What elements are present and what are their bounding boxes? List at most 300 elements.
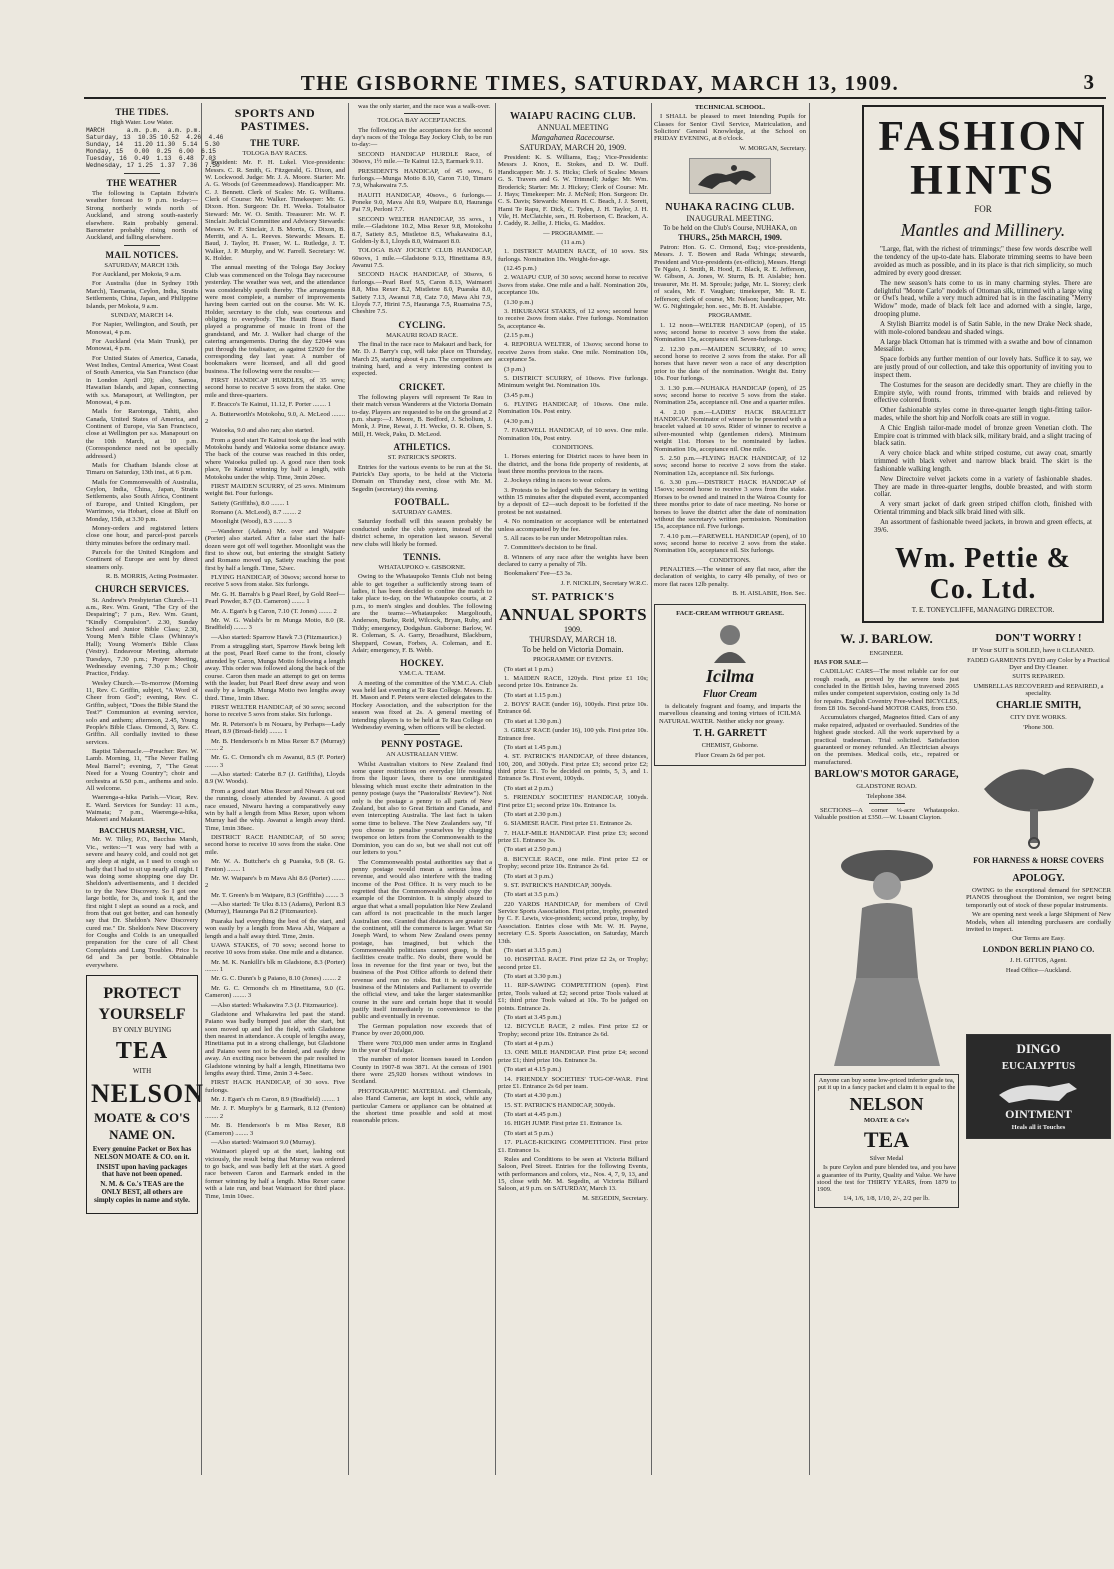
divider <box>1021 869 1057 870</box>
stpat-event: Rules and Conditions to be seen at Victoria Billiard Saloon, Peel Street. Entries for the following Events, with performances and colors, viz., Nos. 4, 7, 9, 13, and 15, close with Mr. M. Segedin, at Victoria Billiard Saloon, at 9 p.m. on SATURDAY, March 13. <box>498 1155 648 1193</box>
condition-item: Bookmakers' Fee—£3 3s. <box>504 570 573 578</box>
tennis-heading: TENNIS. <box>403 551 441 562</box>
tides-row: Tuesday, 16 0.49 1.13 6.48 7.03 <box>86 155 216 163</box>
dingo-ad <box>966 1034 1111 1139</box>
acceptance-para: PRESIDENT'S HANDICAP, of 45 sovs., 6 furlongs.—Munga Motio 8.10, Caron 7.10, Timaru 7.9, Whakawaira 7.5. <box>352 167 492 190</box>
tides-header: High Water. Low Water. <box>110 119 174 127</box>
bacchus-heading: BACCHUS MARSH, VIC. <box>99 825 185 835</box>
hockey-sub: Y.M.C.A. TEAM. <box>398 670 446 678</box>
stpat-event: (To start at 4.45 p.m.) <box>504 1111 562 1119</box>
programme-item: (2.15 p.m.) <box>504 332 534 340</box>
mail-para: For Auckland, per Mokoia, 9 a.m. <box>92 271 182 279</box>
stpat-event: 6. SIAMESE RACE. First prize £1. Entrance 2s. <box>504 820 633 828</box>
stpat-event: (To start at 3 p.m.) <box>504 872 553 880</box>
stpat-event: 17. PLACE-KICKING COMPETITION. First prize £1. Entrance 1s. <box>498 1139 648 1154</box>
race-report-para: Mr. W. Waipare's b m Mava Ahi 8.6 (Porter) ........ 2 <box>205 874 345 890</box>
barlow-sale: HAS FOR SALE— <box>814 658 868 666</box>
race-report-para: —Also started: Waimaori 9.0 (Murray). <box>211 1138 316 1146</box>
stpat-event: 2. BOYS' RACE (under 16), 100yds. First prize 10s. Entrance 6d. <box>498 701 648 716</box>
stpat-title: ANNUAL SPORTS <box>498 605 648 625</box>
ad-line: PROTECT <box>103 984 181 1002</box>
ad-para: Every genuine Packet or Box has NELSON MOATE & CO. on it. <box>92 1144 192 1161</box>
right-ads <box>966 629 1111 1138</box>
fashion-para: The Costumes for the season are decidedly smart. They are chiefly in the Empire style, with round fronts, trimmed with braids and relieved by effective colored fronts. <box>874 380 1092 405</box>
lady-portrait-icon <box>708 619 752 663</box>
mail-signature: R. B. MORRIS, Acting Postmaster. <box>105 573 198 581</box>
race-report-para: Mr. A. Egan's b g Caron, 7.10 (T. Jones) ........ 2 <box>211 607 337 615</box>
tea-ad-bottom: Is pure Ceylon and pure blended tea, and you have a guarantee of its Purity, Quality and Value. We have stood the test for THIRTY YEARS, from 1879 to 1909. <box>817 1164 956 1194</box>
ad-line: NAME ON. <box>109 1127 175 1143</box>
stpat-event: 3. GIRLS' RACE (under 16), 100 yds. First prize 10s. Entrance free. <box>498 727 648 742</box>
race-report-para: Gladstone and Whakawira led past the stand. Paiano was badly bumped just after the start, but soon moved up and led the field, with Gladstone then nearest in attendance. A couple of lengths away, Hinetitama put in a strong challenge, but Gladstone and Paiano were not to be denied, and easily drew away. An exciting race between the pair resulted in Gladstone winning by half a length, Hinetitama two lengths away third. Time, 2min 3 4-5sec. <box>205 1010 345 1077</box>
race-report-end: was the only starter, and the race was a walk-over. <box>358 103 491 110</box>
race-report-para: Mr. B. Henderson's b m Miss Rexer, 8.8 (Cameron) ........ 3 <box>205 1122 345 1137</box>
berlin-name: LONDON BERLIN PIANO CO. <box>982 944 1095 954</box>
nuhaka-event: 4. 2.10 p.m.—LADIES' HACK BRACELET HANDICAP. Nominator of winner to be presented with a bracelet valued at 10 sovs. Rider of winner to receive a silver-mounted whip (gentlemen riders). Minimum weight 11st. Horses to be nominated by ladies. Nomination 10s, acceptance nil. One mile. <box>654 408 806 453</box>
apology-text: OWING to the exceptional demand for SPENCER PIANOS throughout the Dominion, we regret being temporarily out of stock of these popular instruments. <box>966 887 1111 909</box>
worry-line: SUITS REPAIRED. <box>1012 673 1065 681</box>
divider <box>404 113 440 114</box>
church-heading: CHURCH SERVICES. <box>95 584 189 595</box>
stpat-event: (To start at 1.15 p.m.) <box>504 691 562 699</box>
penny-para: The number of motor licenses issued in London County in 1907-8 was 3871. At the census of 1901 there were 25,920 horses without windows in Scotland. <box>352 1056 492 1086</box>
mail-heading: MAIL NOTICES. <box>105 249 179 260</box>
football-heading: FOOTBALL. <box>394 497 450 508</box>
football-sub: SATURDAY GAMES. <box>392 509 452 517</box>
programme-item: (12.45 p.m.) <box>504 265 537 273</box>
stpat-event: 10. HOSPITAL RACE. First prize £2 2s, or Trophy; second prize £1. <box>498 956 648 971</box>
tech-heading: TECHNICAL SCHOOL. <box>694 104 766 111</box>
programme-item: (3.45 p.m.) <box>504 391 534 399</box>
nuhaka-event: 5. 2.50 p.m.—FLYING HACK HANDICAP, of 12 sovs; second horse to receive 2 sovs from the stake. Nomination 12s, acceptance nil. Six furlongs. <box>654 454 806 477</box>
race-report-para: The annual meeting of the Tologa Bay Jockey Club was commenced on the Tologa Bay racecourse yesterday. The weather was wet, and the attendance was considerably spoilt thereby. The arrangements were most complete, a number of improvements having been carried out on the course. Mr. W. K. Holder, secretary to the club, was courteous and obliging to everybody. The Hauiti Brass Band played a programme of music in front of the grandstand, and Mr. J. Walker had charge of the catering arrangements. During the day £2044 was put through the totalisator, as against £2920 for the corresponding day last year. A number of bookmakers were licensed, and all did good business. The following were the results:— <box>205 264 345 375</box>
divider <box>124 173 160 174</box>
race-report-para: Mr. G. C. Dunn's b g Paiano, 8.10 (Jones) ........ 2 <box>211 975 341 983</box>
race-report-para: A. Butterworth's Motokohu, 9.0, A. McLeod ........ 2 <box>205 410 345 425</box>
stpat-event: (To start at 4.15 p.m.) <box>504 1066 562 1074</box>
cycling-heading: CYCLING. <box>398 319 446 330</box>
programme-item: (4.30 p.m.) <box>504 417 534 425</box>
waiapu-sub: Mangahanea Racecourse. <box>531 133 615 143</box>
fashion-paras <box>874 246 1092 534</box>
stpat-event: 11. RIP-SAWING COMPETITION (open). First prize, Tools valued at £2; second prize Tools valued at £1; third prize Tools valued at 10s. To be judged on points. Entrance 2s. <box>498 982 648 1012</box>
worry-text: IF Your SUIT is SOILED, have it CLEANED. <box>972 647 1095 655</box>
tech-text: I SHALL be pleased to meet Intending Pupils for Classes for Senior Civil Service, Matriculation, and Solicitors' General Knowledge, at the School on FRIDAY EVENING, at 8 o'clock. <box>654 113 806 143</box>
penny-heading: PENNY POSTAGE. <box>381 739 463 750</box>
tides-row: Saturday, 13 10.35 10.52 4.26 4.46 <box>86 134 224 142</box>
acceptance-para: HAUITI HANDICAP, 40sovs., 6 furlongs.—Poneke 9.0, Mava Ahi 8.9, Waipare 8.0, Hauranga Pai 7.9, Perloni 7.7. <box>352 191 492 214</box>
tides-row: MARCH a.m. p.m. a.m. p.m. <box>86 127 202 135</box>
tea-ad-brand: NELSON <box>849 1094 924 1115</box>
chemist-name: T. H. GARRETT <box>693 728 767 740</box>
nelson-tea-ad <box>814 1074 959 1208</box>
mail-para: Mails for Rarotonga, Tahiti, also Canada, United States of America, and Continent of Europe, via San Francisco, close at Wellington per s.s. Manapouri on the 10th March, at 10 p.m. (Correspondence need not be specially addressed.) <box>86 408 198 460</box>
programme-item: (1.30 p.m.) <box>504 298 534 306</box>
left-ads <box>814 629 959 1208</box>
stpat-event: (To start at 2.50 p.m.) <box>504 846 562 854</box>
church-para: Waerenga-a-hika Parish.—Vicar, Rev. E. Ward. Services for Sunday: 11 a.m., Waimata; 7 p.m., Waerenga-a-hika, Makeeri and Makauri. <box>86 794 198 824</box>
smith-works: CITY DYE WORKS. <box>1010 714 1067 722</box>
stpat-place: To be held on Victoria Domain. <box>522 645 624 655</box>
race-report-para: Puaraka had everything the best of the start, and won easily by a length from Mava Ahi, Waipare a length and a half away third. Time, 2min. <box>205 917 345 940</box>
fashion-para: An assortment of fashionable tweed jackets, in brown and green effects, at 39/6. <box>874 517 1092 534</box>
stpat-signature: M. SEGEDIN, Secretary. <box>582 1194 648 1202</box>
worry-heading: DON'T WORRY ! <box>995 632 1082 645</box>
waiapu-officials: President: K. S. Williams, Esq.; Vice-Presidents: Messrs J. Knox, E. Stokes, and D. W. Duff. Handicapper: Mr. J. S. Hicks; Clerk of Scales: Messrs G. S. Travers and G. W. Trimnell; Judge: Mr. Wm. Broderick; Starter: Mr. J. Hickey; Clerk of Course: Mr. J. Hays; Timekeeper: Mr. J. McNeil; Hon. Surgeon: Dr. C. S. Davis; Stewards: Messrs H. C. Beach, J. J. Sorett, Hami Te Rapu, F. Dick, C. Tyden, J. H. Taylor, J. H. Vile, H. McClatchie, sen., H. Robertson, C. Bracken, A. J. Caddy, R. Jellie, J. Hicks, G. Maddox. <box>498 154 648 228</box>
page-number: 3 <box>1083 70 1094 94</box>
condition-item: 5. All races to be run under Metropolitan rules. <box>504 534 628 542</box>
stpat-year: 1909. <box>564 625 582 635</box>
race-report-para: From a good start Miss Rexer and Niwaru cut out the running, closely attended by Awanui. A good race ensued, Niwaru having a comparatively easy win by half a length from Miss Rexer, upon whom Murray had the whip. Awanui a length away third. Time, 1min 38sec. <box>205 787 345 832</box>
stpat-event: 12. BICYCLE RACE, 2 miles. First prize £2 or Trophy; second prize 10s. Entrance 2s 6d. <box>498 1023 648 1038</box>
stpat-prog: PROGRAMME OF EVENTS. <box>533 656 613 664</box>
sections-ad: SECTIONS—A corner ¼-acre Whataupoko. Valuable position at £350.—W. Lissant Clayton. <box>814 806 959 822</box>
programme-item: 3. HIKURANGI STAKES, of 12 sovs; second horse to receive 2sovs from stake. Five furlongs. Nomination 5s, acceptance 4s. <box>498 307 648 330</box>
hockey-heading: HOCKEY. <box>400 658 444 669</box>
nuhaka-officials: Patron: Hon. G. C. Ormond, Esq.; vice-presidents, Messrs. J. T. Bowen and Rada Whinga; stewards, President and Vice-presidents (ex-officio), Messrs. Hengi Te Ngaio, J. Smith, R. Hood, E. Black, R. E. Jefferson, W. Gibson, A. Jones, W. Sturm, B. H. Aislabie; hon. treasurer, Mr. H. M. Sproule; judge, Mr. L. Storey; clerk of scales, Mr. F. Vaughan; timekeeper, Mr. R. E. Jefferson; clerk of course, Mr. Nelson; handicapper, Mr. W. G. Nightingale; hon. sec., Mr. B. H. Aislabie. <box>654 243 806 310</box>
divider <box>869 803 905 804</box>
nuhaka-prog: PROGRAMME. <box>708 312 752 320</box>
race-report-para: F. Bracco's Te Kainui, 11.12, F. Porter ........ 1 <box>211 401 331 409</box>
race-report-para: Satiety (Griffiths), 8.0 ........ 1 <box>211 499 290 507</box>
cricket-text: The following players will represent Te Rau in their match versus Wanderers at the Victoria Domain to-day. Players are requested to be on the ground at 2 p.m. sharp:—J. Moore, B. Bedford, J. Scholium, J. Monk, J. Pine, Rewai, J. H. Wecke, O. R. Olsen, S. Mill, H. Weck, Paku, D. McLeod. <box>352 393 493 438</box>
fashion-para: Space forbids any further mention of our lovely hats. Suffice it to say, we are justly proud of our collection, and take this opportunity of inviting you to inspect them. <box>874 355 1092 379</box>
stpat-event: (To start at 3.5 p.m.) <box>504 891 558 899</box>
cycling-sub: MAKAURI ROAD RACE. <box>386 331 458 339</box>
column-5 <box>654 103 806 1475</box>
weather-text: The following is Captain Edwin's weather forecast to 9 p.m. to-day:—Strong northerly winds north of Auckland, and strong south-easterly elsewhere. Rain probably general. Barometer probably rising north of Auckland, and falling elsewhere. <box>86 190 198 242</box>
conditions-heading: CONDITIONS. <box>552 443 594 451</box>
programme-item: 4. REPORUA WELTER, of 13sovs; second horse to receive 2sovs from stake. One mile. Nomination 10s, acceptance 5s. <box>498 341 648 364</box>
mail-para: Parcels for the United Kingdom and Continent of Europe are sent by direct steamers only. <box>86 549 198 571</box>
saddle-illustration <box>974 739 1104 849</box>
programme-item: 2. WAIAPU CUP, of 30 sovs; second horse to receive 3sovs from stake. One mile and a half. Nomination 20s, acceptance 10s. <box>498 274 648 297</box>
nuhaka-event: 7. 4.10 p.m.—FAREWELL HANDICAP (open), of 10 sovs; second horse to receive 2 sovs from the stake. Nomination 10s, acceptance nil. Six furlongs. <box>654 532 806 555</box>
tennis-text: Owing to the Whataupoko Tennis Club not being able to get together a sufficiently strong team of ladies, it has been decided to confine the match to take place to-day, on the Whataupoko courts, at 2 p.m., to men's singles and doubles. The following are the teams:—Whataupoko: Margoliouth, Anderson, Burke, Reid, Wilcock, Bryan, Ruby, and Tiddy; emergency, Dodgshun. Gisborne: Barlow, W. R. Coleman, S. A. Garry, Broadhurst, Blackburn, Sheppard, Cowan, Forbes, A. Coleman, and E. Adair; emergency, F. B. Webb. <box>352 573 492 654</box>
stpat-event: 13. ONE MILE HANDICAP. First prize £4; second prize £1; third prize 10s. Entrance 3s. <box>498 1049 648 1064</box>
tennis-sub: WHATAUPOKO v. GISBORNE. <box>378 563 466 571</box>
race-report-para: Mr. J. F. Murphy's br g Earmark, 8.12 (Fenton) ........ 2 <box>205 1105 345 1120</box>
stpat-event: 7. HALF-MILE HANDICAP. First prize £3; second prize £1. Entrance 3s. <box>498 829 648 845</box>
programme-item: 1. DISTRICT MAIDEN RACE, of 10 sovs. Six furlongs. Nomination 10s. Weight-for-age. <box>498 248 648 263</box>
athletics-sub: ST. PATRICK'S SPORTS. <box>387 454 457 462</box>
masthead-rule <box>84 97 1106 99</box>
dingo-icon <box>989 1075 1089 1105</box>
programme-item: (3 p.m.) <box>504 365 526 373</box>
smith-name: CHARLIE SMITH, <box>995 700 1081 712</box>
dingo-line: OINTMENT <box>1005 1106 1072 1121</box>
race-report-para: FIRST MAIDEN SCURRY, of 25 sovs. Minimum weight 8st. Four furlongs. <box>205 482 345 498</box>
tech-signature: W. MORGAN, Secretary. <box>739 144 806 152</box>
stpat-event: 1. MAIDEN RACE, 120yds. First prize £1 10s; second prize 10s. Entrance 2s. <box>498 674 648 690</box>
apology-text2: We are opening next week a large Shipment of New Models, when all intending purchasers are cordially invited to inspect. <box>966 911 1111 933</box>
fashion-para: A large black Ottoman hat is trimmed with a swathe and bow of cinnamon Messaline. <box>874 337 1092 354</box>
berlin-agent: J. H. GITTOS, Agent. <box>1009 957 1068 965</box>
mail-para: For United States of America, Canada, West Indies, Central America, West Coast of South America, via San Francisco (due in London April 20); also, Samoa, Hawaiian Islands, and Japan, connecting with s.s. Manapouri, at Wellington, per Monowai, 4 p.m. <box>86 354 198 406</box>
column-divider <box>495 103 496 1475</box>
programme-time: (11 a.m.) <box>561 239 585 247</box>
mail-para: Mails for Commonwealth of Australia, Ceylon, India, China, Japan, Straits Settlements, also South Africa, Continent of Europe, and United Kingdom, per Warrimoo, via Hobart, close at Bluff on Monday, 15th, at 3.30 p.m. <box>86 478 198 523</box>
stpat-event: 15. ST. PATRICK'S HANDICAP, 300yds. <box>504 1101 616 1109</box>
divider <box>404 734 440 735</box>
chemist-price: Fluor Cream 2s 6d per pot. <box>694 751 766 759</box>
ad-para: INSIST upon having packages that have not been opened. <box>96 1162 188 1179</box>
column-divider <box>809 103 810 1475</box>
nuhaka-event: 1. 12 noon—WELTER HANDICAP (open), of 15 sovs; second horse to receive 3 sovs from the stake. Nomination 15s, acceptance nil. Seven-furlongs. <box>654 321 806 344</box>
garage-name: BARLOW'S MOTOR GARAGE, <box>814 769 959 781</box>
church-para: Baptist Tabernacle.—Preacher: Rev. W. Lamb. Morning, 11, "The Never Failing Meal Barrel"; evening, 7, "The Great Need for a Young Country"; choir and orchestra at 6.50 p.m., anthems and solo. All welcome. <box>86 748 198 792</box>
apology-heading: APOLOGY. <box>1012 872 1065 884</box>
protect-tea-ad <box>86 975 204 1214</box>
tea-ad-tea: TEA <box>863 1126 910 1152</box>
stpat-event: (To start at 2.30 p.m.) <box>504 810 562 818</box>
stpat-event: (To start at 1.45 p.m.) <box>504 743 562 751</box>
tides-row: Wednesday, 17 1.25 1.37 7.36 7.50 <box>86 162 220 170</box>
harness-ad: FOR HARNESS & HORSE COVERS <box>973 855 1104 865</box>
church-para: Wesley Church.—To-morrow (Morning 11, Rev. C. Griffin, subject, "A Word of Cheer from God"; evening, Rev. C. Griffin, subject, "Does the Bible Stand the Test?" Communion at evening service, solo and anthem; afternoon, 2.45, Young People's Bible Class. Ormond, 3, Rev. C. Griffin. All cordially invited to these services. <box>86 679 198 746</box>
race-report-para: FIRST WELTER HANDICAP, of 30 sovs; second horse to receive 5 sovs from stake. Six furlongs. <box>205 704 345 719</box>
nuhaka-date: THURS., 25th MARCH, 1909. <box>678 233 782 242</box>
stpat-event: (To start at 1 p.m.) <box>504 665 553 673</box>
penny-para: There were 703,000 men under arms in England in the year of Trafalgar. <box>352 1039 492 1054</box>
acceptance-para: SECOND HANDICAP HURDLE Race, of 30sovs, 1½ mile.—Te Kainui 12.3, Earmark 9.11. <box>352 150 492 166</box>
mail-para: Mails for Chatham Islands close at Timaru on Saturday, 13th inst., at 6 p.m. <box>86 461 198 477</box>
race-report-para: From a good start Te Kainui took up the lead with Motokohu handy and Waioeka some distance away. The back of the course was reached in this order, where Waioeka pulled up. A good race then took place, Te Kainui winning by half a length, with Motokohu under the whip. Time, 3min 20sec. <box>205 436 345 481</box>
race-report-para: Mr. G. C. Ormond's ch m Awanui, 8.5 (F. Porter) ........ 3 <box>205 754 345 769</box>
stpat-event: (To start at 3.45 p.m.) <box>504 1013 562 1021</box>
ad-line: NELSON <box>91 1078 204 1108</box>
penny-para: The German population now exceeds that of France by over 20,000,000. <box>352 1022 492 1038</box>
garage-address: GLADSTONE ROAD. <box>856 783 917 791</box>
race-report-para: Romano (A. McLeod), 8.7 ........ 2 <box>211 509 302 517</box>
stpat-heading: ST. PATRICK'S <box>531 591 615 604</box>
ad-line: BY ONLY BUYING <box>112 1025 172 1034</box>
condition-item: 3. Protests to be lodged with the Secretary in writing within 15 minutes after the disputed event, accompanied by a deposit of £2—such deposit to be forfeited if the protest be not sustained. <box>498 486 648 516</box>
condition-item: 8. Winners of any race after the weights have been declared to carry a penalty of 7lb. <box>498 553 648 569</box>
mail-para: For Auckland (via Main Trunk), per Monowai, 4 p.m. <box>86 337 198 353</box>
programme-heading: — PROGRAMME. — <box>543 229 603 237</box>
tea-ad-top: Anyone can buy some low-priced inferior grade tea, put it up in a fancy packet and claim it is equal to the <box>817 1076 956 1091</box>
chemist-line: CHEMIST, Gisborne. <box>701 742 759 750</box>
ad-line: MOATE & CO'S <box>94 1109 190 1125</box>
mail-para: SUNDAY, MARCH 14. <box>110 311 174 319</box>
pettie-director: T. E. TONEYCLIFFE, MANAGING DIRECTOR. <box>911 606 1055 615</box>
tologa-heading: TOLOGA BAY RACES. <box>242 149 308 157</box>
stpat-event: (To start at 2 p.m.) <box>504 784 553 792</box>
icilma-ad <box>654 604 806 766</box>
cycling-text: The final in the race race to Makauri and back, for Mr. D. J. Barry's cup, will take place on Thursday, March 25, starting about 4 p.m. The competitors are training hard, and a very interesting contest is expected. <box>352 340 492 378</box>
lady-figure-illustration <box>822 828 952 1068</box>
waiapu-date: SATURDAY, MARCH 20, 1909. <box>519 143 627 153</box>
fashion-for: FOR <box>974 204 992 215</box>
fashion-para: New Directoire velvet jackets come in a variety of fashionable shades. They are made in three-quarter lengths, double breasted, and with storm collar. <box>874 474 1092 499</box>
column-4 <box>498 103 648 1475</box>
column-1 <box>86 103 224 1475</box>
photo-ad: PHOTOGRAPHIC MATERIAL and Chemicals, also Hand Cameras, are kept in stock, while any particular Camera or appliance can be obtained at the shortest time possible and sold at most reasonable prices. <box>352 1087 492 1125</box>
football-text: Saturday football will this season probably be conducted under the club system, instead of the district scheme, in operation last season. Several new clubs will likely be formed. <box>352 518 492 548</box>
programme-list <box>498 248 648 442</box>
fashion-title: FASHION <box>878 114 1088 160</box>
race-report-para: FIRST HANDICAP HURDLES, of 35 sovs; second horse to receive 5 sovs from the stake. One mile and three-quarters. <box>205 377 345 399</box>
stpat-event: (To start at 4 p.m.) <box>504 1040 553 1048</box>
ad-line: TEA <box>115 1037 169 1064</box>
programme-item: 5. DISTRICT SCURRY, of 10sovs. Five furlongs. Minimum weight 9st. Nomination 10s. <box>498 374 648 390</box>
fashion-sub: Mantles and Millinery. <box>900 220 1066 241</box>
bacchus-text: Mr. W. Tilley, P.O., Bacchus Marsh, Vic., writes:—"I was very bad with a severe and heavy cold, and could not get any sleep at night, as I used to cough so badly that I had to sit up nearly all night. I was doing some shopping one day Dr. Sheldon's advertisements, and I decided to try the New Discovery. So I got one large bottle, for 3s, and took it, and the first night I slept as sound as a rock, and from that out got better, and can honestly say that Dr. Sheldon's New Discovery cured me." Dr. Sheldon's New Discovery for Coughs and Colds is an unequalled preparation for the cure of all Chest Complaints and Lung Troubles. Price 1s 6d and 3s per bottle. Obtainable everywhere. <box>86 836 198 969</box>
stpat-events <box>498 666 648 1193</box>
condition-item: 7. Committee's decision to be final. <box>504 544 598 552</box>
fashion-para: A very choice black and white striped costume, cut away coat, smartly trimmed with black velvet and narrow black braid. The skirt is the fashionable walking length. <box>874 449 1092 473</box>
waiapu-sub: ANNUAL MEETING <box>537 123 609 133</box>
race-report-para: —Also started: Te Uku 8.13 (Adams), Perloni 8.3 (Murray), Hauranga Pai 8.2 (Fitzmaurice). <box>205 901 345 916</box>
barlow-name: W. J. BARLOW. <box>840 631 933 647</box>
fashion-ad <box>862 105 1104 623</box>
nuhaka-intro: To be held on the Club's Course, NUHAKA, on <box>663 224 797 233</box>
race-report-para: Mr. W. G. Walsh's br m Munga Motio, 8.0 (R. Bradfield) ........ 3 <box>205 616 345 632</box>
race-report-para: Waimaori played up at the start, lashing out viciously, the result being that Murray was ordered to go back, and was badly left at the start. A good race between Caron and Earmark ended in the former winning by half a length. Miss Rexer came with a late run, and beat Waimaori for third place. Time, 1min 10sec. <box>205 1148 345 1200</box>
turf-heading: THE TURF. <box>250 137 300 148</box>
nuhaka-event: 3. 1.30 p.m.—NUHAKA HANDICAP (open), of 25 sovs; second horse to receive 5 sovs from the stake. Nomination 25s, acceptance nil. One and a quarter miles. <box>654 384 806 407</box>
acceptance-para: TOLOGA BAY JOCKEY CLUB HANDICAP, 60sovs, 1 mile.—Gladstone 9.13, Hinetitama 8.9, Awanui 7.5. <box>352 247 492 270</box>
race-report-para: Mr. B. Henderson's b m Miss Rexer 8.7 (Murray) ........ 2 <box>205 737 345 752</box>
nuhaka-event: 6. 3.30 p.m.—DISTRICT HACK HANDICAP of 15sovs; second horse to receive 3 sovs from the stake. Horses to be owned and trained in the Wairoa County for three months prior to date of race meeting. No horse or horses to leave the district after the date of nomination without the secretary's written permission. Nomination 15s, acceptance nil. Five furlongs. <box>654 479 806 531</box>
race-report-para: FLYING HANDICAP, of 30sovs; second horse to receive 5 sovs from stake. Six furlongs. <box>205 574 345 589</box>
race-report-para: From a struggling start, Sparrow Hawk being left at the post, Pearl Reef came to the front, closely attended by Caron, Munga Motio following a length away. This order was followed along the back of the course. Caron then made an attempt to get on terms with the leader, but Pearl Reef drew away and won easily by a length. Munga Motio two lengths away third. Time, 1min 18sec. <box>205 643 345 702</box>
stpat-event: 5. FRIENDLY SOCIETIES' HANDICAP, 100yds. First prize £1; second prize 10s. Entrance 1s. <box>498 794 648 809</box>
race-report-para: Mr. G. H. Barrah's b g Pearl Reef, by Gold Reef—Pearl Powder, 8.7 (D. Cameron) ........ 1 <box>205 590 345 606</box>
ad-line: WITH <box>132 1066 152 1075</box>
stpat-event: (To start at 1.30 p.m.) <box>504 717 562 725</box>
fashion-para: A Stylish Biarritz model is of Satin Sable, in the new Drake Neck shade, with mole-colored bandeau and shaded wings. <box>874 319 1092 336</box>
nuhaka-signature: B. H. AISLABIE, Hon. Sec. <box>732 590 806 598</box>
apology-terms: Our Terms are Easy. <box>1012 935 1065 943</box>
stpat-event: (To start at 4.30 p.m.) <box>504 1092 562 1100</box>
mail-para: For Australia (due in Sydney 19th March), Tasmania, Ceylon, India, Straits Settlements, China, Japan, and Philippine Islands, per Mokoia, 9 a.m. <box>86 280 198 310</box>
column-divider <box>651 103 652 1475</box>
dingo-line: DINGO <box>1016 1041 1061 1056</box>
fashion-para: The new season's hats come to us in many charming styles. There are delightful "Monte Carlo" models of Ottoman silk, trimmed with a large wing or Owl's head, while a very much admired hat is in the fascinating "Merry Widow" mode, made of black felt lace and adorned with a single, large, drooping plume. <box>874 278 1092 319</box>
race-report-para: Mr. J. Egan's ch m Caron, 8.9 (Bradfield) ........ 1 <box>211 1096 340 1104</box>
icilma-text: is delicately fragrant and foamy, and imparts the marvellous cleansing and toning virtues of ICILMA NATURAL WATER. Neither sticky nor greasy. <box>659 703 801 725</box>
column-divider <box>201 103 202 1475</box>
column-2 <box>205 103 345 1475</box>
penny-sub: AN AUSTRALIAN VIEW. <box>386 751 458 759</box>
ad-line: YOURSELF <box>98 1005 186 1023</box>
horse-racing-icon <box>689 158 771 194</box>
column-3 <box>352 103 492 1475</box>
divider <box>124 245 160 246</box>
weather-heading: THE WEATHER <box>106 177 178 188</box>
icilma-sub: Fluor Cream <box>702 688 758 700</box>
icilma-name: Icilma <box>706 665 754 686</box>
race-report-para: Mr. R. Peterson's b m Nouaru, by Perhaps—Lady Heart, 8.9 (Broad-field) ........ 1 <box>205 720 345 736</box>
masthead <box>80 70 1110 96</box>
race-report <box>205 159 345 1200</box>
fashion-para: "Large, flat, with the richest of trimmings;" these few words describe well the tendency of the up-to-date hats. Elaborate trimming seems to have been avoided as much as possible, and in its place is that rich simplicity, so much admired by every good dresser. <box>874 245 1092 277</box>
fashion-para: A Chic English tailor-made model of bronze green Venetian cloth. The Empire coat is trimmed with black silk, military braid, and a slight tracing of black satin. <box>874 423 1092 448</box>
race-report-para: Mr. G. C. Ormond's ch m Hinetitama, 9.0 (G. Cameron) ........ 3 <box>205 984 345 1000</box>
tea-ad-silver: Silver Medal <box>869 1155 904 1163</box>
barlow-trade: ENGINEER. <box>869 649 904 657</box>
nuhaka-sub: INAUGURAL MEETING. <box>686 214 774 224</box>
acceptances-list <box>352 127 492 316</box>
worry-line: FADED GARMENTS DYED any Color by a Practical Dyer and Dry Cleaner. <box>967 656 1110 672</box>
nuhaka-conditions-heading: CONDITIONS. <box>709 556 751 564</box>
acceptance-para: SECOND HACK HANDICAP, of 30sovs, 6 furlongs.—Pearl Reef 9.5, Caron 8.13, Waimaori 8.8, Miss Rexer 8.2, Mistletoe 8.0, Puaraka 8.0, Satiety 7.13, Awanui 7.8, Catz 7.0, Mava Ahi 7.9, Lloyds 7.7, Hirini 7.5, Hauranga 7.5, Ruamaina 7.5, Cheshire 7.5. <box>352 271 492 316</box>
condition-item: 1. Horses entering for District races to have been in the district, and the bona fide property of residents, at least three months previous to the races. <box>498 453 648 475</box>
athletics-heading: ATHLETICS. <box>393 442 451 453</box>
stpat-event: (To start at 3.30 p.m.) <box>504 973 562 981</box>
mail-para: SATURDAY, MARCH 13th. <box>104 261 180 269</box>
garage-telephone: Telephone 384. <box>866 792 907 800</box>
nuhaka-events <box>654 322 806 555</box>
pettie-name: Wm. Pettie & Co. Ltd. <box>894 542 1072 605</box>
berlin-office: Head Office—Auckland. <box>1005 966 1072 974</box>
acceptances-heading: TOLOGA BAY ACCEPTANCES. <box>377 117 467 125</box>
stpat-event: 14. FRIENDLY SOCIETIES' TUG-OF-WAR. First prize £1. Entrance 2s 6d per team. <box>498 1075 648 1090</box>
acceptance-para: SECOND WELTER HANDICAP, 35 sovs., 1 mile.—Gladstone 10.2, Miss Rexer 9.8, Motokohu 8.7, Satiety 8.5, Mistletoe 8.5, Whakawaira 8.1, Golden-ly 8.1, Lloyds 8.0, Waimaori 8.0. <box>352 215 492 245</box>
fashion-title: HINTS <box>910 158 1056 205</box>
condition-item: 2. Jockeys riding in races to wear colors. <box>504 477 612 485</box>
mail-para: For Napier, Wellington, and South, per Monowai, 4 p.m. <box>86 321 198 336</box>
tides-row: Sunday, 14 11.20 11.30 5.14 5.30 <box>86 141 220 149</box>
race-report-para: Moonlight (Wood), 8.3 ........ 3 <box>211 518 292 526</box>
race-report-para: Mr. W. A. Buttcher's ch g Puaraka, 9.8 (R. G. Fenton) ........ 1 <box>205 858 345 873</box>
cricket-heading: CRICKET. <box>399 381 445 392</box>
fashion-para: A very smart jacket of dark green striped chiffon cloth, finished with Oriental trimming and black silk braid lined with silk. <box>874 500 1092 517</box>
programme-item: 7. FAREWELL HANDICAP, of 10 sovs. One mile. Nomination 10s, Post entry. <box>498 427 648 442</box>
nuhaka-conditions: PENALTIES.—The winner of any flat race, after the declaration of weights, to carry 4lb penalty, of two or more flat races 12lb penalty. <box>654 566 806 588</box>
race-report-para: FIRST HACK HANDICAP, of 30 sovs. Five furlongs. <box>205 1079 345 1094</box>
stpat-event: 4. ST. PATRICK'S HANDICAP, of three distances, 100, 200, and 300yds. First prize £3; second prize £2; third prize £1. To be decided on points, 5, 3, and 1. Entrance 5s. First event, 100yds. <box>498 753 648 783</box>
stpat-event: (To start at 3.15 p.m.) <box>504 946 562 954</box>
mail-para: Money-orders and registered letters close one hour, and parcel-post parcels thirty minutes before the ordinary mail. <box>86 524 198 547</box>
race-report-para: —Wanderer (Adams) Mr. over and Waipare (Porter) also started. After a false start the half-dozen were got off well together. Moonlight was the first to show out, but entering the straight Satiety and Romano moved up, Satiety reaching the post first by half a length. Time, 52sec. <box>205 527 345 572</box>
tea-ad-prices: 1/4, 1/6, 1/8, 1/10, 2/-, 2/2 per lb. <box>843 1195 930 1203</box>
stpat-event: 16. HIGH JUMP. First prize £1. Entrance 1s. <box>504 1120 623 1128</box>
tides-row: Monday, 15 0.00 0.25 6.00 6.15 <box>86 148 216 156</box>
race-report-para: Waioeka, 9.0 and also ran; also started. <box>211 427 314 435</box>
acceptance-para: The following are the acceptances for the second day's races of the Tologa Bay Jockey Club, to be run to-day:— <box>352 126 492 149</box>
penny-para: Whilst Australian visitors to New Zealand find some queer restrictions on everyday life resulting from the liquor laws, there is one unmitigated blessing which must excite their admiration in the penny postage (says the "Pastoralists' Review"). Not only is the postage a penny to all parts of New Zealand, but also to Great Britain and Canada, and even intercepting Australia. The last fact is taken some time to believe. The New Zealanders say, "If you choose to penalise yourselves by charging twopence on letters from the Commonwealth to the Dominion, you can do so, but we shall not cut off our letters to you." <box>352 760 492 857</box>
athletics-text: Entries for the various events to be run at the St. Patrick's Day sports, to be held at the Victoria Domain on Thursday next, close with Mr. M. Segedin (secretary) this evening. <box>352 463 492 493</box>
column-6 <box>814 103 1110 1475</box>
icilma-title: FACE-CREAM WITHOUT GREASE. <box>676 609 784 617</box>
race-report-para: —Also started: Caterbe 8.7 (J. Griffiths), Lloyds 8.9 (W. Woods). <box>205 771 345 786</box>
race-report-para: DISTRICT RACE HANDICAP, of 50 sovs; second horse to receive 10 sovs from the stake. One mile. <box>205 834 345 856</box>
race-report-para: Mr. M. K. Nankilli's blk m Gladstone, 8.3 (Porter) ........ 1 <box>205 958 345 974</box>
nuhaka-event: 2. 12.30 p.m.—MAIDEN SCURRY, of 10 sovs; second horse to receive 2 sovs from the stake. For all horses that have never won a race of any description prior to the date of the nomination. Weight 8st. Entry 10s. Four furlongs. <box>654 345 806 383</box>
waiapu-heading: WAIAPU RACING CLUB. <box>510 111 636 122</box>
tea-ad-brand2: MOATE & Co's <box>863 1117 910 1125</box>
barlow-extra: Accumulators charged, Magnetos fitted. Cars of any make repaired, adjusted or overhauled. Sundries of the highest grade stocked. All the work supervised by a practical tradesman. Trial solicited. Satisfaction guaranteed or money refunded. An Electrician always on the premises. Medical coils, etc., repaired or manufactured. <box>814 714 959 766</box>
church-para: St. Andrew's Presbyterian Church.—11 a.m., Rev. Wm. Grant, "The Cry of the Despairing"; 7 p.m., Rev. Wm. Grant, "Kindly Compulsion". 2.30, Sunday School and Junior Bible Class; 2.30, Young Men's Bible Class (Whinray's Hall); Young Women's Bible Class (Vestry). Endeavour Meeting, alternate Tuesdays, 7.30 p.m.; Prayer Meeting, Wednesday evening, 7.30 p.m.; Choir Practice, Friday. <box>86 596 198 678</box>
stpat-event: (To start at 5 p.m.) <box>504 1129 553 1137</box>
race-report-para: UAWA STAKES, of 70 sovs; second horse to receive 10 sovs from stake. One mile and a distance. <box>205 941 345 957</box>
sports-heading: SPORTS AND PASTIMES. <box>234 106 316 134</box>
race-report-para: —Also started: Whakawira 7.3 (J. Fitzmaurice). <box>211 1001 338 1009</box>
dingo-line: Heals all it Touches <box>1011 1124 1066 1132</box>
condition-item: 4. No nomination or acceptance will be entertained unless accompanied by the fee. <box>498 518 648 533</box>
smith-phone: 'Phone 300. <box>1023 723 1054 731</box>
worry-line: UMBRELLAS RECOVERED and REPAIRED, a speciality. <box>973 682 1104 697</box>
stpat-event: 220 YARDS HANDICAP, for members of Civil Service Sports Association. First prize, trophy, presented by C. F. Lewis, vice-president; second prize, trophy, by Association. Entries close with Mr. W. H. Payne, secretary C.S. Sports Association, on Saturday, March 13th. <box>498 900 648 945</box>
race-report-para: Mr. T. Green's b m Waipare, 8.3 (Griffiths) ........ 3 <box>211 891 344 899</box>
stpat-event: 9. ST. PATRICK'S HANDICAP, 300yds. <box>504 881 612 889</box>
dingo-line: EUCALYPTUS <box>1001 1059 1076 1072</box>
hockey-text: A meeting of the committee of the Y.M.C.A. Club was held last evening at Te Rau College. Messrs. E. H. Mason and F. Peters were elected delegates to the Hockey Association, and the subscription for the season was fixed at 2s. A general meeting of intending players is to be held at Te Rau College on Wednesday evening, when officers will be elected. <box>352 679 492 731</box>
race-report-para: President: Mr. F. H. Lukel. Vice-presidents: Messrs. C. R. Smith, G. Fitzgerald, G. Dixon, and W. Lockwood. Judge: Mr. J. A. Moore. Starter: Mr. A. G. Woods (of Greenmeadows). Handicapper: Mr. C. J. Bennett. Clerk of Scales: Mr. G. Williams. Clerk of Course: Mr. Walker. Timekeeper: Mr. G. Dixon. Hon. Surgeon: Dr. H. Weeks. Totalisator Steward: Mr. W. O. Smith. Treasurer: Mr. W. F. Sinclair. Judicial Committee and Advisory Stewards: Messrs. W. F. Sinclair, J. B. Morris, G. Dixon, B. Merritt, and A. L. Reeves. Stewards: Messrs. E. Baud, J. Taylor, H. Fraser, W. L. Rutledge, J. T. Walker, J. P. Murphy, and W. Farrell. Secretary: W. K. Holder. <box>205 159 345 263</box>
